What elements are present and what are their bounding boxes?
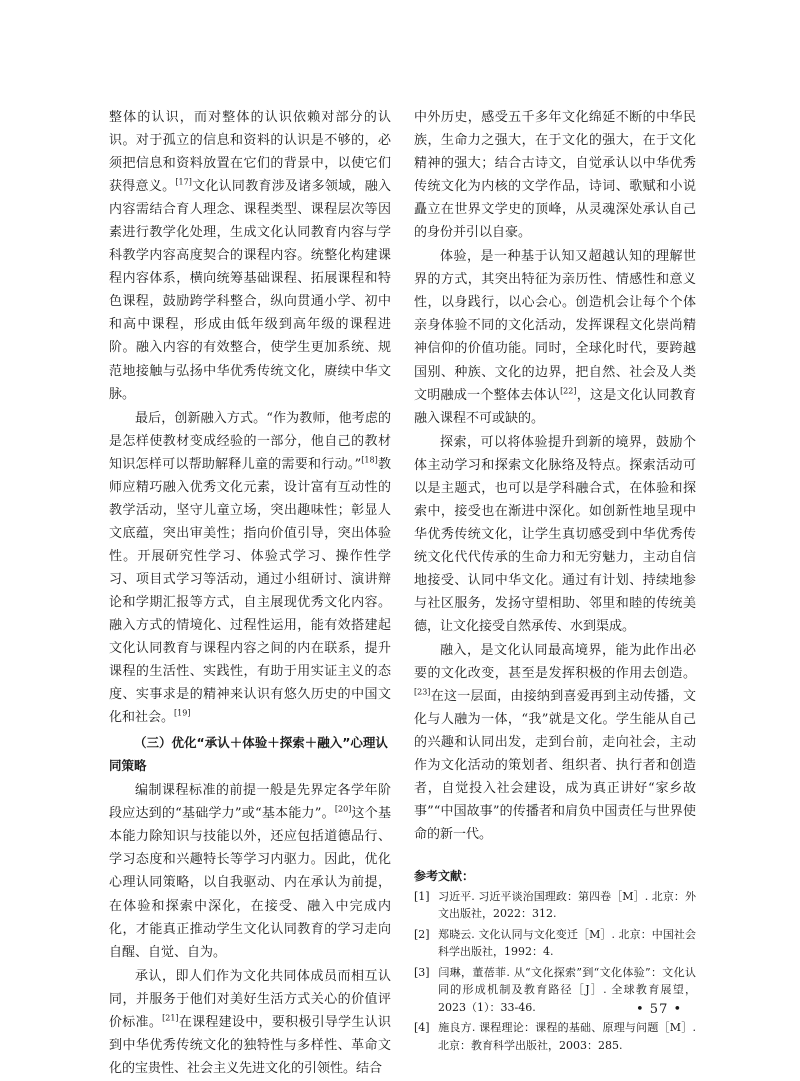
paragraph-curriculum-standard xyxy=(109,779,391,963)
citation-mark: [17] xyxy=(175,177,192,187)
reference-item xyxy=(414,926,696,961)
reference-text: 郑晓云. 文化认同与文化变迁［M］. 北京：中国社会科学出版社，1992：4. xyxy=(438,927,696,958)
reference-number: [2] xyxy=(414,927,430,941)
text-span: 融入，是文化认同最高境界，能为此作出必要的文化改变，甚至是发挥积极的作用去创造。 xyxy=(414,643,696,682)
section-subheading: （三）优化“承认＋体验＋探索＋融入”心理认同策略 xyxy=(109,735,388,774)
citation-mark: [21] xyxy=(162,1013,179,1023)
paragraph-experience xyxy=(414,245,696,429)
reference-number: [1] xyxy=(414,889,430,903)
paragraph-history: 中外历史，感受五千多年文化绵延不断的中华民族，生命力之强大，在于文化的强大，在于文化精神的强大；结合古诗文，自觉承认以中华优秀传统文化为内核的文学作品，诗词、歌赋和小说矗立在世界文学史的顶峰，从灵魂深处承认自己的身份并引以自豪。 xyxy=(414,110,696,241)
text-span: ，这是文化认同教育融入课程不可或缺的。 xyxy=(414,387,696,426)
reference-item xyxy=(414,1019,696,1054)
paragraph-whole-part xyxy=(109,106,391,406)
reference-text: 施良方. 课程理论：课程的基础、原理与问题［M］. 北京：教育科学出版社，2003：285. xyxy=(438,1021,696,1052)
citation-mark: [19] xyxy=(174,708,191,718)
reference-text: 闫琳，董蓓菲. 从“文化探索”到“文化体验”：文化认同的形成机制及教育路径［J］. 全球教育展望，2023（1）：33-46. xyxy=(438,965,696,1014)
citation-mark: [23] xyxy=(414,687,431,697)
reference-item xyxy=(414,888,696,923)
text-span: 整体的认识，而对整体的认识依赖对部分的认识。对于孤立的信息和资料的认识是不够的，必须把信息和资料放置在它们的背景中，以使它们获得意义。 xyxy=(109,110,391,195)
citation-mark: [20] xyxy=(334,804,352,814)
text-span: 这个基本能力除知识与技能以外，还应包括道德品行、学习态度和兴趣特长等学习内驱力。因此，优化心理认同策略，以自我驱动、内在承认为前提，在体验和探索中深化，在接受、融入中完成内化，才能真正推动学生文化认同教育的学习走向自醒、自觉、自为。 xyxy=(109,806,391,960)
page-number: • 57 • xyxy=(636,1002,683,1017)
text-span: 编制课程标准的前提一般是先界定各学年阶段应达到的“基础学力”或“基本能力”。 xyxy=(109,783,391,822)
text-span: 教师应精巧融入优秀文化元素，设计富有互动性的教学活动，坚守儿童立场，突出趣味性；彰显人文底蕴，突出审美性；指向价值引导，突出体验性。开展研究性学习、体验式学习、操作性学习、项目式学习等活动，通过小组研讨、演讲辩论和学期汇报等方式，自主展现优秀文化内容。融入方式的情境化、过程性运用，能有效搭建起文化认同教育与课程内容之间的内在联系，提升课程的生活性、实践性，有助于用实证主义的态度、实事求是的精神来认识有悠久历史的中国文化和社会。 xyxy=(109,456,391,726)
reference-text: 习近平. 习近平谈治国理政：第四卷［M］. 北京：外文出版社，2022：312. xyxy=(438,889,696,920)
paragraph-recognition xyxy=(109,965,391,1080)
left-column xyxy=(109,106,391,1081)
text-span: 在这一层面，由接纳到喜爱再到主动传播，文化与人融为一体，“我”就是文化。学生能从自己的兴趣和认同出发，走到台前，走向社会，主动作为文化活动的策划者、组织者、执行者和创造者，自觉投入社会建设，成为真正讲好“家乡故事”“中国故事”的传播者和肩负中国责任与世界使命的新一代。 xyxy=(414,689,696,843)
text-span: 最后，创新融入方式。“作为教师，他考虑的是怎样使教材变成经验的一部分，他自己的教材知识怎样可以帮助解释儿童的需要和行动。” xyxy=(109,410,391,472)
references-title: 参考文献： xyxy=(414,868,475,883)
paragraph-exploration: 探索，可以将体验提升到新的境界，鼓励个体主动学习和探索文化脉络及特点。探索活动可以是主题式，也可以是学科融合式，在体验和探索中，接受也在渐进中深化。如创新性地呈现中华优秀传统文化，让学生真切感受到中华优秀传统文化代代传承的生命力和无穷魅力，主动自信地接受、认同中华文化。通过有计划、持续地参与社区服务，发扬守望相助、邻里和睦的传统美德，让文化接受自然承传、水到渠成。 xyxy=(414,434,696,635)
right-column xyxy=(414,106,696,1057)
text-span: 承认，即人们作为文化共同体成员而相互认同，并服务于他们对美好生活方式关心的价值评价标准。 xyxy=(109,968,391,1030)
reference-number: [3] xyxy=(414,965,430,979)
citation-mark: [18] xyxy=(361,455,378,465)
paragraph-innovate-method xyxy=(109,407,391,730)
paragraph-integration xyxy=(414,639,696,846)
text-span: 体验，是一种基于认知又超越认知的理解世界的方式，其突出特征为亲历性、情感性和意义性，以身践行，以心会心。创造机会让每个个体亲身体验不同的文化活动，发挥课程文化崇尚精神信仰的价值功能。同时，全球化时代，要跨越国别、种族、文化的边界，把自然、社会及人类文明融成一个整体去体认 xyxy=(414,249,696,403)
text-span: 在课程建设中，要积极引导学生认识到中华优秀传统文化的独特性与多样性、革命文化的宝贵性、社会主义先进文化的引领性。结合 xyxy=(109,1014,391,1076)
text-span: 文化认同教育涉及诸多领域，融入内容需结合育人理念、课程类型、课程层次等因素进行教学化处理，生成文化认同教育内容与学科教学内容高度契合的课程内容。统整化构建课程内容体系，横向统筹基础课程、拓展课程和特色课程，鼓励跨学科整合，纵向贯通小学、初中和高中课程，形成由低年级到高年级的课程进阶。融入内容的有效整合，使学生更加系统、规范地接触与弘扬中华优秀传统文化，赓续中华文脉。 xyxy=(109,179,391,402)
citation-mark: [22] xyxy=(560,386,577,396)
reference-number: [4] xyxy=(414,1021,430,1034)
